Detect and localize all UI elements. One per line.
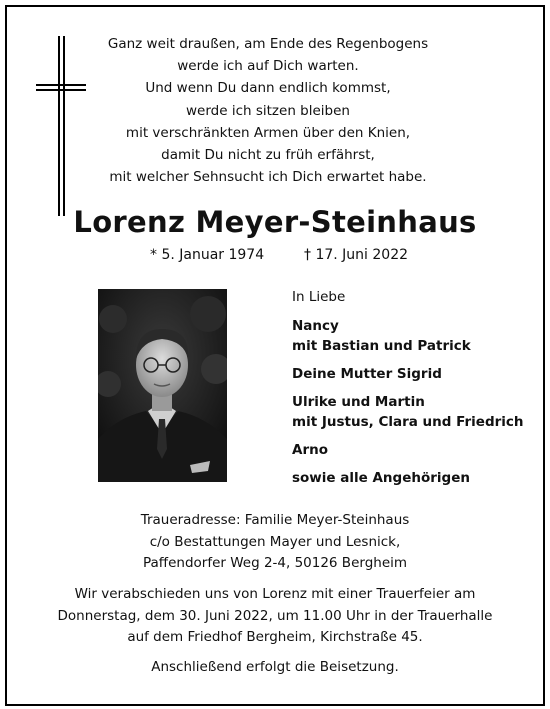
mourner-group	[292, 440, 532, 460]
address-line: c/o Bestattungen Mayer und Lesnick,	[149, 533, 401, 550]
poem-line: mit verschränkten Armen über den Knien,	[125, 124, 411, 141]
mourner-name: Ulrike und Martin	[292, 394, 425, 410]
mourner-name: Arno	[292, 442, 328, 458]
poem-line: werde ich sitzen bleiben	[186, 102, 350, 119]
portrait-photo	[98, 289, 227, 482]
mourner-group	[292, 468, 532, 488]
burial-note: Anschließend erfolgt die Beisetzung.	[151, 659, 399, 675]
mourner-name: mit Justus, Clara und Friedrich	[292, 414, 524, 430]
poem-line: mit welcher Sehnsucht ich Dich erwartet habe.	[109, 169, 427, 186]
poem-line: werde ich auf Dich warten.	[177, 58, 359, 75]
birth-date: * 5. Januar 1974	[150, 247, 265, 263]
deceased-name: Lorenz Meyer-Steinhaus	[73, 205, 477, 239]
poem-line: damit Du nicht zu früh erfährst,	[161, 147, 375, 164]
service-line: Wir verabschieden uns von Lorenz mit einer Trauerfeier am	[74, 586, 476, 602]
poem-line: Und wenn Du dann endlich kommst,	[145, 80, 391, 97]
mourner-name: sowie alle Angehörigen	[292, 470, 470, 486]
address-line: Traueradresse: Familie Meyer-Steinhaus	[140, 512, 410, 528]
mourner-name: mit Bastian und Patrick	[292, 338, 471, 354]
mourner-name: Nancy	[292, 318, 339, 334]
mourning-address	[0, 510, 550, 575]
mourner-group	[292, 392, 532, 432]
address-line: Paffendorfer Weg 2-4, 50126 Bergheim	[142, 555, 408, 571]
mourner-name: Deine Mutter Sigrid	[292, 366, 442, 382]
in-liebe-label: In Liebe	[292, 289, 346, 305]
service-line: Donnerstag, dem 30. Juni 2022, um 11.00 Uhr in der Trauerhalle	[57, 607, 493, 624]
poem	[98, 33, 438, 188]
poem-line: Ganz weit draußen, am Ende des Regenbogens	[107, 36, 429, 52]
mourner-group	[292, 364, 532, 384]
funeral-service-info	[0, 584, 550, 649]
death-date: † 17. Juni 2022	[304, 247, 409, 263]
cross-icon	[36, 36, 86, 216]
mourner-group	[292, 316, 532, 356]
mourners-list	[292, 287, 532, 496]
portrait-illustration	[98, 289, 227, 482]
service-line: auf dem Friedhof Bergheim, Kirchstraße 45.	[127, 629, 423, 645]
